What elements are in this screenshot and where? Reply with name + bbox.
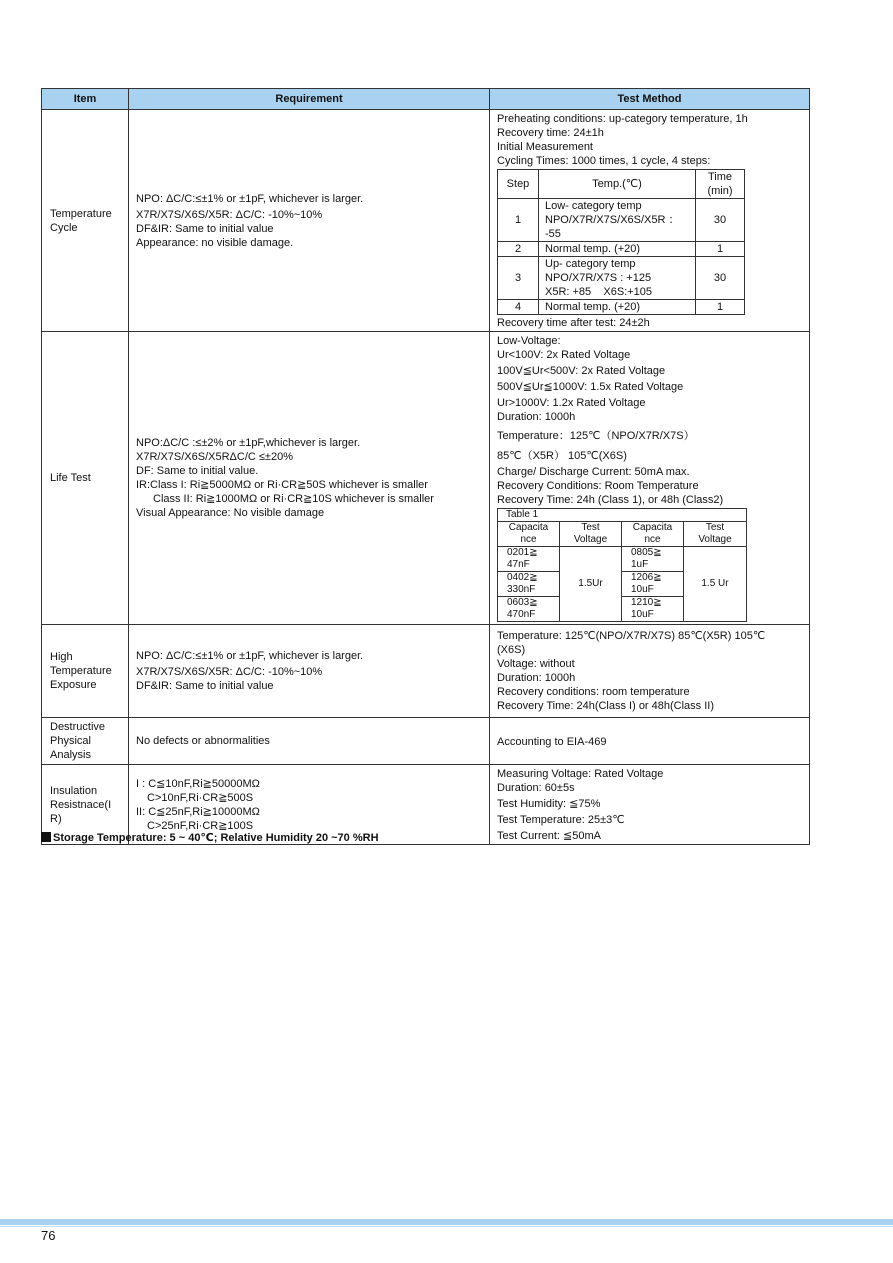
requirement-cell: [129, 625, 490, 718]
cap-text: 1206≧: [631, 572, 662, 583]
voltage-table-header: [622, 522, 684, 547]
requirement-line: Class II: Ri≧1000MΩ or Ri·CR≧10S whichever is smaller: [153, 493, 434, 505]
requirement-line: DF: Same to initial value.: [136, 465, 259, 477]
voltage-table-header-row: [498, 522, 747, 547]
requirement-line: X7R/X7S/X6S/X5R: ΔC/C: -10%~10%: [136, 666, 323, 678]
cap-text: 0603≧: [507, 597, 538, 608]
method-line: Recovery conditions: room temperature: [497, 686, 690, 698]
item-text: Analysis: [50, 749, 91, 761]
requirement-line: NPO: ΔC/C:≤±1% or ±1pF, whichever is larger.: [136, 192, 364, 205]
test-method-cell: [490, 765, 810, 845]
requirement-cell: No defects or abnormalities: [129, 718, 490, 765]
header-row: [42, 89, 810, 110]
method-line: Duration: 1000h: [497, 411, 576, 423]
step-temp-text: Low- category temp: [545, 200, 642, 212]
test-voltage-cell: 1.5 Ur: [684, 547, 747, 622]
step-number: 4: [498, 300, 539, 315]
cap-text: 1uF: [631, 559, 649, 570]
voltage-table: [497, 508, 747, 622]
spec-table: [41, 88, 810, 845]
step-number: 3: [498, 257, 539, 300]
method-line: Recovery Time: 24h (Class 1), or 48h (Class2): [497, 494, 724, 506]
step-number: 2: [498, 242, 539, 257]
header-text: nce: [520, 534, 537, 545]
method-line: Voltage: without: [497, 658, 575, 670]
requirement-line: NPO: ΔC/C:≤±1% or ±1pF, whichever is larger.: [136, 650, 364, 662]
header-text: Voltage: [698, 534, 732, 545]
requirement-line: X7R/X7S/X6S/X5R: ΔC/C: -10%~10%: [136, 208, 323, 221]
storage-note-text: Storage Temperature: 5 ~ 40℃; Relative Humidity 20 ~70 %RH: [53, 832, 379, 844]
steps-header-step: Step: [498, 170, 539, 199]
method-line: Low-Voltage:: [497, 335, 561, 347]
cap-text: 0402≧: [507, 572, 538, 583]
item-text: Destructive: [50, 721, 106, 733]
requirement-line: IR:Class I: Ri≧5000MΩ or Ri·CR≧50S whichever is smaller: [136, 479, 428, 491]
square-bullet-icon: [41, 832, 51, 842]
table-row-temperature-cycle: [42, 110, 810, 332]
step-temp-text: -55: [545, 228, 561, 240]
method-line: Measuring Voltage: Rated Voltage: [497, 768, 664, 780]
voltage-table-row: [498, 547, 747, 572]
header-text: nce: [644, 534, 661, 545]
method-line: Preheating conditions: up-category temperature, 1h: [497, 113, 748, 125]
table-row-high-temperature: [42, 625, 810, 718]
step-time: 30: [696, 199, 745, 242]
method-line: Test Humidity: ≦75%: [497, 798, 601, 810]
item-text: Exposure: [50, 679, 97, 691]
requirement-line: II: C≦25nF,Ri≧10000MΩ: [136, 805, 260, 818]
step-temp: Normal temp. (+20): [539, 300, 696, 315]
step-time: 1: [696, 242, 745, 257]
requirement-line: Visual Appearance: No visible damage: [136, 507, 325, 519]
method-line: Test Temperature: 25±3℃: [497, 814, 625, 826]
step-time: 30: [696, 257, 745, 300]
method-line: 100V≦Ur<500V: 2x Rated Voltage: [497, 365, 666, 377]
header-text: Test: [581, 522, 600, 533]
header-text: Test: [705, 522, 725, 533]
step-temp-text: NPO/X7R/X7S/X6S/X5R ：: [545, 214, 680, 226]
requirement-line: NPO:ΔC/C :≤±2% or ±1pF,whichever is larger.: [136, 437, 361, 449]
voltage-table-header: [684, 522, 747, 547]
footer-divider: [0, 1226, 893, 1227]
step-time: 1: [696, 300, 745, 315]
item-text: Temperature: [50, 665, 112, 677]
requirement-line: C>10nF,Ri·CR≧500S: [147, 791, 254, 804]
method-line: Recovery time after test: 24±2h: [497, 317, 650, 329]
item-text: Temperature: [50, 207, 112, 220]
method-line: Duration: 1000h: [497, 672, 576, 684]
header-text: Capacita: [508, 522, 549, 533]
method-line: Duration: 60±5s: [497, 782, 575, 794]
requirement-cell: [129, 110, 490, 332]
item-cell: [42, 718, 129, 765]
voltage-table-title: Table 1: [498, 509, 747, 522]
method-line: 85℃（X5R） 105℃(X6S): [497, 450, 627, 462]
step-number: 1: [498, 199, 539, 242]
capacitance-cell: [498, 572, 560, 597]
storage-note: [41, 831, 379, 844]
requirement-line: DF&IR: Same to initial value: [136, 222, 274, 235]
steps-row: [498, 300, 745, 315]
cap-text: 1210≧: [631, 597, 662, 608]
method-line: (X6S): [497, 644, 526, 656]
header-text: Voltage: [573, 534, 608, 545]
method-line: Temperature: 125℃(NPO/X7R/X7S) 85℃(X5R) 105℃: [497, 630, 766, 642]
steps-row: [498, 257, 745, 300]
header-item: Item: [42, 89, 129, 110]
cap-text: 0201≧: [507, 547, 538, 558]
method-line: Ur<100V: 2x Rated Voltage: [497, 349, 631, 361]
steps-header-time-text: (min): [707, 185, 733, 197]
item-text: Insulation: [50, 784, 98, 797]
method-line: Recovery Time: 24h(Class I) or 48h(Class II): [497, 700, 715, 712]
method-line: Temperature：125℃（NPO/X7R/X7S）: [497, 430, 695, 442]
method-line: 500V≦Ur≦1000V: 1.5x Rated Voltage: [497, 381, 684, 393]
steps-header-time-text: Time: [707, 171, 733, 183]
item-cell: [42, 625, 129, 718]
voltage-table-header: [560, 522, 622, 547]
test-method-cell: Accounting to EIA-469: [490, 718, 810, 765]
steps-row: [498, 199, 745, 242]
item-text: Cycle: [50, 221, 78, 234]
steps-header-time: [696, 170, 745, 199]
requirement-line: X7R/X7S/X6S/X5RΔC/C ≤±20%: [136, 451, 293, 463]
test-method-cell: [490, 625, 810, 718]
cap-text: 470nF: [507, 609, 536, 620]
capacitance-cell: [498, 597, 560, 622]
method-line: Charge/ Discharge Current: 50mA max.: [497, 466, 690, 478]
item-text: Resistnace(I: [50, 798, 112, 811]
capacitance-cell: [622, 547, 684, 572]
requirement-line: C>25nF,Ri·CR≧100S: [147, 819, 254, 832]
steps-row: [498, 242, 745, 257]
item-cell: Life Test: [42, 332, 129, 625]
cap-text: 10uF: [631, 609, 654, 620]
requirement-line: DF&IR: Same to initial value: [136, 680, 274, 692]
footer-bar: [0, 1219, 893, 1225]
steps-table: [497, 169, 745, 315]
test-voltage-cell: 1.5Ur: [560, 547, 622, 622]
method-line: Initial Measurement: [497, 141, 593, 153]
step-temp-text: NPO/X7R/X7S : +125: [545, 272, 652, 284]
cap-text: 10uF: [631, 584, 654, 595]
item-text: Physical: [50, 735, 91, 747]
requirement-cell: [129, 332, 490, 625]
method-line: Cycling Times: 1000 times, 1 cycle, 4 steps:: [497, 155, 711, 167]
table-row-destructive: [42, 718, 810, 765]
step-temp: Normal temp. (+20): [539, 242, 696, 257]
item-cell: [42, 110, 129, 332]
steps-header-row: [498, 170, 745, 199]
step-temp: [539, 199, 696, 242]
header-test-method: Test Method: [490, 89, 810, 110]
table-row-life-test: [42, 332, 810, 625]
step-temp-text: X5R: +85 X6S:+105: [545, 286, 653, 298]
test-method-cell: [490, 110, 810, 332]
header-requirement: Requirement: [129, 89, 490, 110]
item-text: High: [50, 651, 73, 663]
page-number: 76: [41, 1228, 56, 1243]
cap-text: 47nF: [507, 559, 530, 570]
step-temp-text: Up- category temp: [545, 258, 636, 270]
steps-header-temp: Temp.(℃): [539, 170, 696, 199]
method-line: Test Current: ≦50mA: [497, 830, 601, 842]
cap-text: 330nF: [507, 584, 536, 595]
header-text: Capacita: [632, 522, 673, 533]
method-line: Recovery time: 24±1h: [497, 127, 604, 139]
capacitance-cell: [622, 572, 684, 597]
step-temp: [539, 257, 696, 300]
method-line: Ur>1000V: 1.2x Rated Voltage: [497, 397, 646, 409]
test-method-cell: [490, 332, 810, 625]
requirement-line: Appearance: no visible damage.: [136, 236, 294, 249]
requirement-line: I : C≦10nF,Ri≧50000MΩ: [136, 777, 260, 790]
capacitance-cell: [498, 547, 560, 572]
cap-text: 0805≧: [631, 547, 662, 558]
capacitance-cell: [622, 597, 684, 622]
method-line: Recovery Conditions: Room Temperature: [497, 480, 699, 492]
item-text: R): [50, 812, 62, 825]
voltage-table-header: [498, 522, 560, 547]
voltage-table-title-row: [498, 509, 747, 522]
